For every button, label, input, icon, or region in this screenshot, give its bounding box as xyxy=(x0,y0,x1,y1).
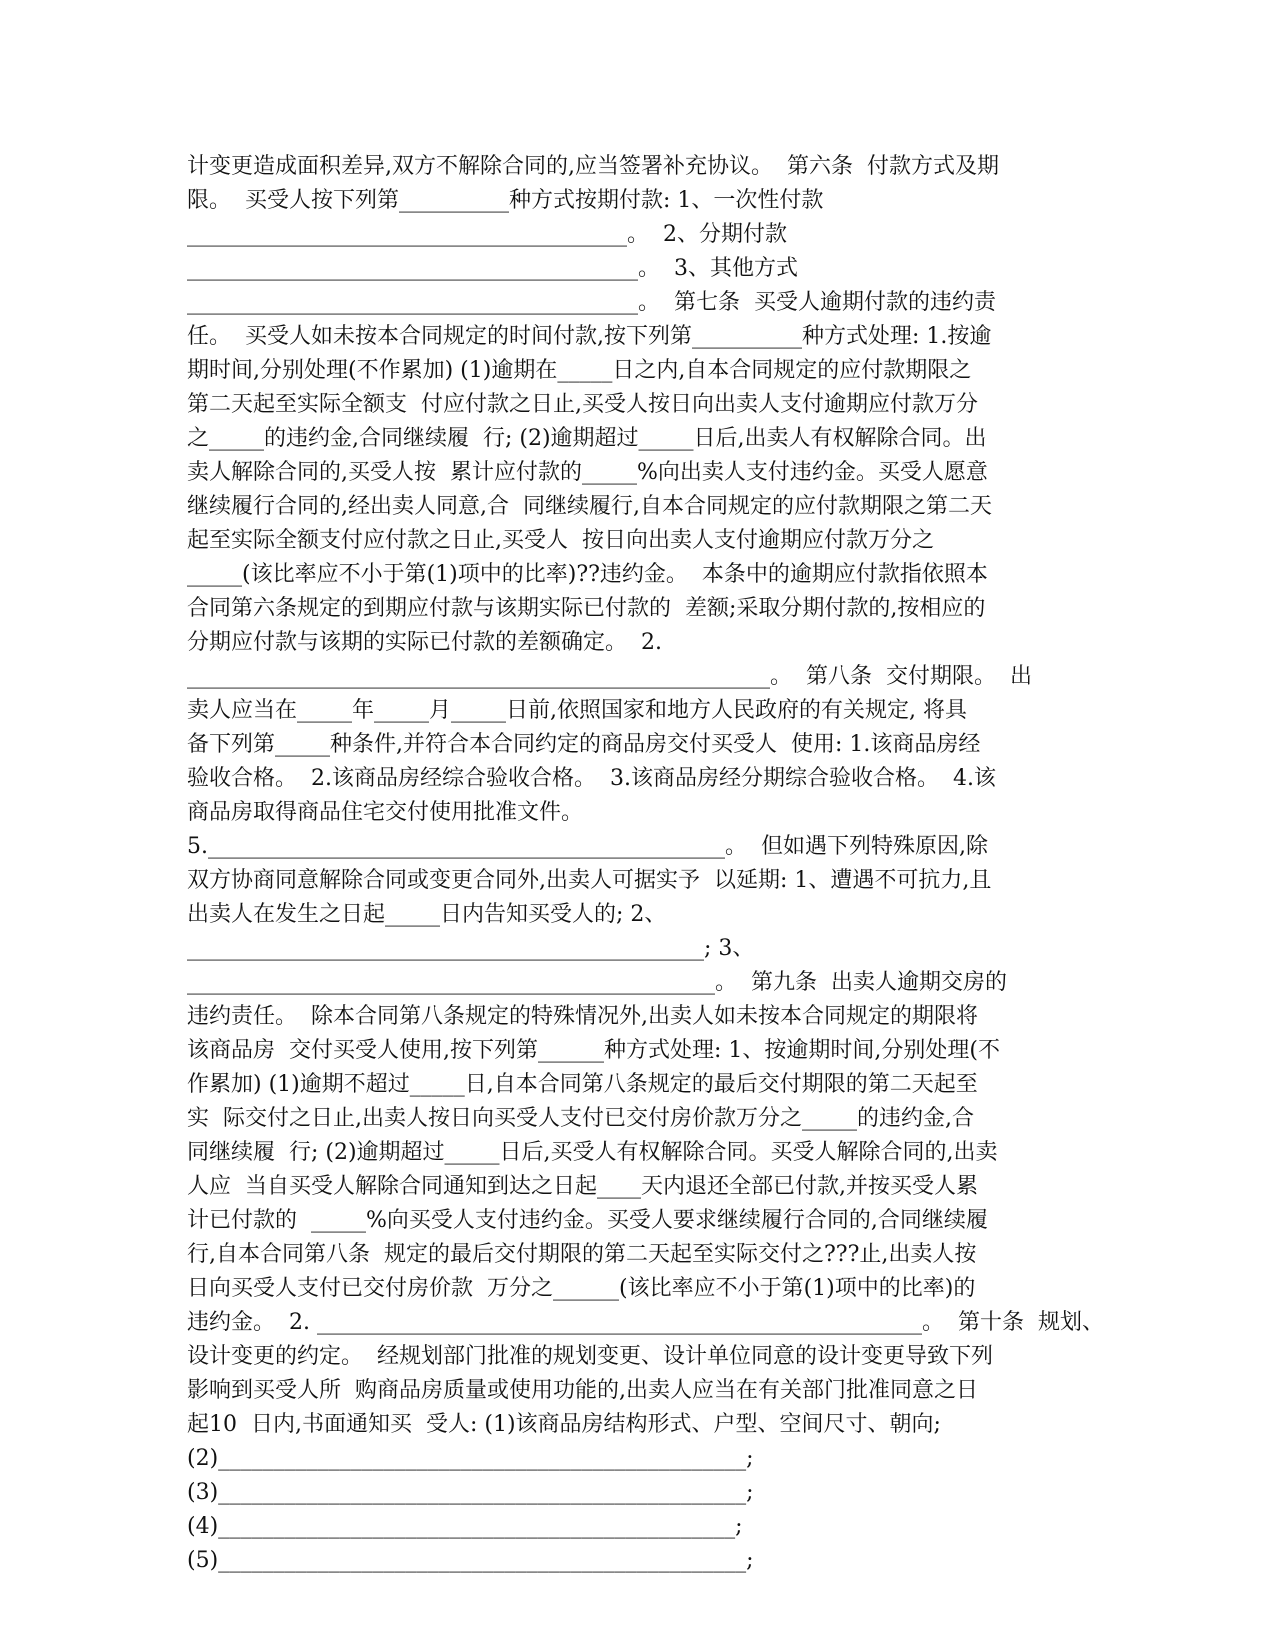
text-line: _______________________________________________; 3、 xyxy=(187,936,755,961)
text-line: 双方协商同意解除合同或变更合同外,出卖人可据实予 以延期: 1、遭遇不可抗力,且 xyxy=(187,868,992,893)
text-line: 之_____的违约金,合同继续履 行; (2)逾期超过_____日后,出卖人有权解除合同。出 xyxy=(187,426,987,451)
text-line: 影响到买受人所 购商品房质量或使用功能的,出卖人应当在有关部门批准同意之日 xyxy=(187,1378,978,1403)
text-line: 出卖人在发生之日起_____日内告知买受人的; 2、 xyxy=(187,902,667,927)
text-line: _____________________________________________________。 第八条 交付期限。 出 xyxy=(187,664,1032,689)
text-line: _________________________________________。 3、其他方式 xyxy=(187,256,798,281)
text-line: 分期应付款与该期的实际已付款的差额确定。 2. xyxy=(187,630,662,655)
text-line: 作累加) (1)逾期不超过_____日,自本合同第八条规定的最后交付期限的第二天起至 xyxy=(187,1072,978,1097)
text-line: 日向买受人支付已交付房价款 万分之______(该比率应不小于第(1)项中的比率)的 xyxy=(187,1276,976,1301)
text-line: 违约责任。 除本合同第八条规定的特殊情况外,出卖人如未按本合同规定的期限将 xyxy=(187,1004,978,1029)
text-line: ________________________________________________。 第九条 出卖人逾期交房的 xyxy=(187,970,1007,995)
text-line: 违约金。 2. _______________________________________________________。 第十条 规划、 xyxy=(187,1310,1104,1335)
text-line: 期时间,分别处理(不作累加) (1)逾期在_____日之内,自本合同规定的应付款期限之 xyxy=(187,358,972,383)
text-line: 同继续履 行; (2)逾期超过_____日后,买受人有权解除合同。买受人解除合同的,出卖 xyxy=(187,1140,998,1165)
text-line: 继续履行合同的,经出卖人同意,合 同继续履行,自本合同规定的应付款期限之第二天 xyxy=(187,494,992,519)
text-line: 设计变更的约定。 经规划部门批准的规划变更、设计单位同意的设计变更导致下列 xyxy=(187,1344,993,1369)
text-line: (2)________________________________________________; xyxy=(187,1446,754,1471)
text-line: 合同第六条规定的到期应付款与该期实际已付款的 差额;采取分期付款的,按相应的 xyxy=(187,596,986,621)
text-line: ________________________________________。 2、分期付款 xyxy=(187,222,787,247)
text-line: 商品房取得商品住宅交付使用批准文件。 xyxy=(187,800,584,825)
text-line: 该商品房 交付买受人使用,按下列第______种方式处理: 1、按逾期时间,分别处理(不 xyxy=(187,1038,1000,1063)
text-line: 行,自本合同第八条 规定的最后交付期限的第二天起至实际交付之???止,出卖人按 xyxy=(187,1242,977,1267)
text-line: 验收合格。 2.该商品房经综合验收合格。 3.该商品房经分期综合验收合格。 4.该 xyxy=(187,766,996,791)
text-line: _____(该比率应不小于第(1)项中的比率)??违约金。 本条中的逾期应付款指依照本 xyxy=(187,562,988,587)
text-line: (4)_______________________________________________; xyxy=(187,1514,743,1539)
text-line: (3)________________________________________________; xyxy=(187,1480,754,1505)
text-line: 实 际交付之日止,出卖人按日向买受人支付已交付房价款万分之_____的违约金,合 xyxy=(187,1106,974,1131)
text-line: 计已付款的 _____%向买受人支付违约金。买受人要求继续履行合同的,合同继续履 xyxy=(187,1208,988,1233)
text-line: 起10 日内,书面通知买 受人: (1)该商品房结构形式、户型、空间尺寸、朝向; xyxy=(187,1412,941,1437)
text-line: 限。 买受人按下列第__________种方式按期付款: 1、一次性付款 xyxy=(187,188,824,213)
text-line: 任。 买受人如未按本合同规定的时间付款,按下列第__________种方式处理: 1.按逾 xyxy=(187,324,992,349)
text-line: 第二天起至实际全额支 付应付款之日止,买受人按日向出卖人支付逾期应付款万分 xyxy=(187,392,978,417)
text-line: (5)________________________________________________; xyxy=(187,1548,754,1573)
text-line: 人应 当自买受人解除合同通知到达之日起____天内退还全部已付款,并按买受人累 xyxy=(187,1174,978,1199)
text-line: _________________________________________。 第七条 买受人逾期付款的违约责 xyxy=(187,290,996,315)
text-line: 卖人应当在_____年_____月_____日前,依照国家和地方人民政府的有关规定, 将具 xyxy=(187,698,967,723)
text-line: 卖人解除合同的,买受人按 累计应付款的_____%向出卖人支付违约金。买受人愿意 xyxy=(187,460,988,485)
text-line: 起至实际全额支付应付款之日止,买受人 按日向出卖人支付逾期应付款万分之 xyxy=(187,528,934,553)
contract-body xyxy=(187,150,1107,1578)
text-line: 备下列第_____种条件,并符合本合同约定的商品房交付买受人 使用: 1.该商品房经 xyxy=(187,732,981,757)
text-line: 计变更造成面积差异,双方不解除合同的,应当签署补充协议。 第六条 付款方式及期 xyxy=(187,154,999,179)
text-line: 5._______________________________________________。 但如遇下列特殊原因,除 xyxy=(187,834,988,859)
